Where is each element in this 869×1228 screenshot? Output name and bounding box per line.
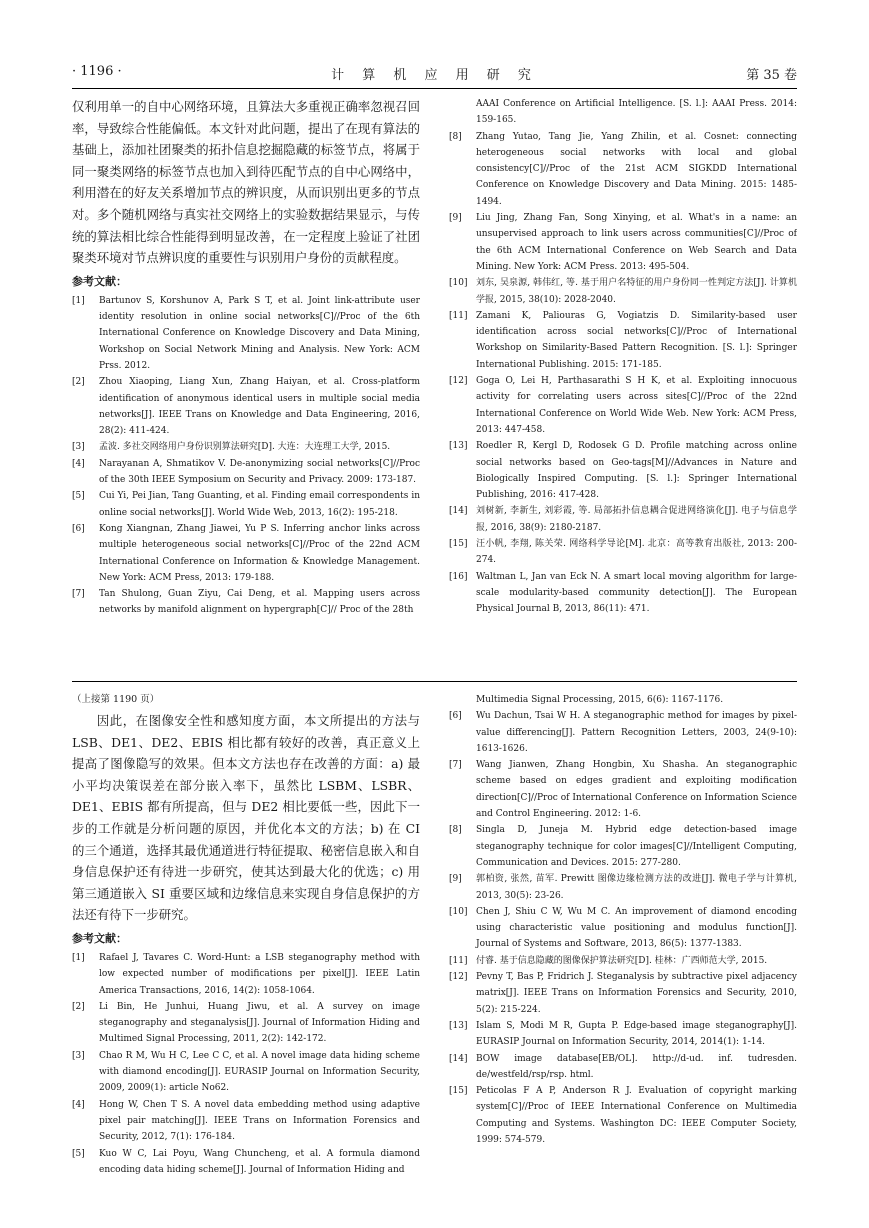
reference-text: Roedler R, Kergl D, Rodosek G D. Profile matching across online social networks based on Geo-tags[M]//Advances in Nature and Biologically Inspired Computing. [S. l.]: Springer International Publishing, 2016: 417-428. bbox=[476, 441, 797, 501]
reference-text: Wu Dachun, Tsai W H. A steganographic method for images by pixel-value differencing[J]. Pattern Recognition Letters, 2003, 24(9-10): 1613-1626. bbox=[476, 711, 797, 754]
reference-number: [14] bbox=[449, 1053, 468, 1064]
reference-number: [16] bbox=[449, 571, 468, 582]
top-references-heading: 参考文献： bbox=[72, 274, 127, 288]
reference-text: 汪小帆, 李翔, 陈关荣. 网络科学导论[M]. 北京：高等教育出版社, 2013: 200-274. bbox=[476, 539, 797, 566]
reference-text: Singla D, Juneja M. Hybrid edge detection-based image steganography technique for color images[C]//Intelligent Computing, Communication and Devices. 2015: 277-280. bbox=[476, 825, 797, 868]
reference-entry bbox=[72, 456, 420, 489]
reference-text: BOW image database[EB/OL]. http://d-ud. inf. tudresden. de/westfeld/rsp/rsp. html. bbox=[476, 1053, 797, 1080]
reference-number: [9] bbox=[449, 213, 462, 224]
bottom-conclusion-paragraph: 因此，在图像安全性和感知度方面，本文所提出的方法与 LSB、DE1、DE2、EBIS 相比都有较好的改善，真正意义上提高了图像隐写的效果。但本文方法也存在改善的方面：a) 最小平均决策误差在部分嵌入率下，虽然比 LSBM、LSBR、DE1、EBIS 都有所提高，但与 DE2 相比要低一些，因此下一步的工作就是分析问题的原因，并优化本文的方法；b) 在 CI 的三个通道，选择其最优通道进行特征提取、秘密信息嵌入和自身信息保护还有待进一步研究，使其达到最大化的优选；c) 用第三通道嵌入 SI 重要区域和边缘信息来实现自身信息保护的方法还有待下一步研究。 bbox=[72, 713, 420, 923]
bottom-references-right bbox=[449, 692, 797, 1148]
reference-entry bbox=[72, 999, 420, 1048]
reference-text: 刘东, 吴泉源, 韩伟红, 等. 基于用户名特征的用户身份同一性判定方法[J]. 计算机学报, 2015, 38(10): 2028-2040. bbox=[476, 278, 797, 305]
reference-text: Hong W, Chen T S. A novel data embedding method using adaptive pixel pair matching[J]. IEEE Trans on Information Forensics and Security, 2012, 7(1): 176-184. bbox=[99, 1099, 420, 1143]
reference-text: Kong Xiangnan, Zhang Jiawei, Yu P S. Inferring anchor links across multiple heterogeneous social networks[C]//Proc of the 22nd ACM International Conference on Information & Knowledge Management. New York: ACM Press, 2013: 179-188. bbox=[99, 523, 420, 583]
reference-text: AAAI Conference on Artificial Intelligence. [S. l.]: AAAI Press. 2014: 159-165. bbox=[476, 99, 797, 126]
reference-entry bbox=[72, 950, 420, 999]
reference-entry bbox=[449, 129, 797, 210]
bottom-references-heading: 参考文献： bbox=[72, 931, 127, 945]
reference-text: Peticolas F A P, Anderson R J. Evaluation of copyright marking system[C]//Proc of IEEE International Conference on Multimedia Computing and Systems. Washington DC: IEEE Computer Society, 1999: 574-579. bbox=[476, 1086, 797, 1146]
reference-number: [2] bbox=[72, 1001, 85, 1012]
reference-number: [11] bbox=[449, 955, 468, 966]
reference-text: Tan Shulong, Guan Ziyu, Cai Deng, et al. Mapping users across networks by manifold alignment on hypergraph[C]// Proc of the 28th bbox=[99, 589, 420, 616]
reference-text: Goga O, Lei H, Parthasarathi S H K, et al. Exploiting innocuous activity for correlating users across sites[C]//Proc of the 22nd International Conference on World Wide Web. New York: ACM Press, 2013: 447-458. bbox=[476, 376, 797, 435]
reference-number: [3] bbox=[72, 1050, 85, 1061]
reference-entry bbox=[449, 1018, 797, 1051]
top-left-column bbox=[72, 96, 420, 674]
reference-entry bbox=[72, 488, 420, 521]
reference-number: [11] bbox=[449, 310, 468, 321]
reference-number: [15] bbox=[449, 539, 468, 550]
reference-number: [9] bbox=[449, 874, 462, 885]
reference-number: [5] bbox=[72, 1148, 85, 1159]
reference-text: Chen J, Shiu C W, Wu M C. An improvement of diamond encoding using characteristic value positioning and modulus function[J]. Journal of Systems and Software, 2013, 86(5): 1377-1383. bbox=[476, 906, 797, 950]
top-conclusion-paragraph: 仅利用单一的自中心网络环境，且算法大多重视正确率忽视召回率，导致综合性能偏低。本文针对此问题，提出了在现有算法的基础上，添加社团聚类的拓扑信息挖掘隐藏的标签节点，将属于同一聚类网络的标签节点也加入到待匹配节点的自中心网络中，利用潜在的好友关系增加节点的辨识度，从而识别出更多的节点对。多个随机网络与真实社交网络上的实验数据结果显示，与传统的算法相比综合性能得到明显改善，在一定程度上验证了社团聚类环境对节点辨识度的重要性与识别用户身份的贡献程度。 bbox=[72, 99, 420, 266]
reference-number bbox=[449, 692, 476, 708]
reference-entry bbox=[449, 210, 797, 275]
reference-entry bbox=[449, 692, 797, 708]
reference-text: Rafael J, Tavares C. Word-Hunt: a LSB steganography method with low expected number of modifications per pixel[J]. IEEE Latin America Transactions, 2016, 14(2): 1058-1064. bbox=[99, 952, 420, 996]
reference-entry bbox=[449, 1083, 797, 1148]
reference-text: 付睿. 基于信息隐藏的图像保护算法研究[D]. 桂林：广西师范大学, 2015. bbox=[476, 955, 768, 966]
reference-text: Wang Jianwen, Zhang Hongbin, Xu Shasha. An steganographic scheme based on edges gradient and exploiting modification direction[C]//Proc of International Conference on Information Science and Control Engineering. 2012: 1-6. bbox=[476, 760, 797, 820]
volume-label: 第 35 卷 bbox=[746, 68, 797, 83]
top-references-left bbox=[72, 293, 420, 619]
reference-entry bbox=[72, 439, 420, 455]
reference-entry bbox=[449, 536, 797, 569]
reference-number: [6] bbox=[72, 523, 85, 534]
reference-number: [5] bbox=[72, 491, 85, 502]
reference-entry bbox=[72, 1097, 420, 1146]
reference-number: [6] bbox=[449, 711, 462, 722]
reference-entry bbox=[449, 953, 797, 969]
reference-entry bbox=[72, 1146, 420, 1179]
reference-text: Zamani K, Paliouras G, Vogiatzis D. Similarity-based user identification across social networks[C]//Proc of International Workshop on Similarity-Based Pattern Recognition. [S. l.]: Springer International Publishing. 2015: 171-185. bbox=[476, 310, 797, 370]
reference-text: Liu Jing, Zhang Fan, Song Xinying, et al. What's in a name: an unsupervised approach to link users across communities[C]//Proc of the 6th ACM International Conference on Web Search and Data Mining. New York: ACM Press. 2013: 495-504. bbox=[476, 213, 797, 272]
reference-number: [13] bbox=[449, 441, 468, 452]
reference-number: [1] bbox=[72, 295, 85, 306]
bottom-left-column bbox=[72, 692, 420, 1192]
reference-entry bbox=[449, 569, 797, 618]
reference-text: Narayanan A, Shmatikov V. De-anonymizing social networks[C]//Proc of the 30th IEEE Symposium on Security and Privacy. 2009: 173-187. bbox=[99, 458, 420, 486]
reference-number: [7] bbox=[449, 760, 462, 771]
header-rule bbox=[72, 88, 797, 89]
reference-entry bbox=[449, 438, 797, 503]
reference-text: Zhang Yutao, Tang Jie, Yang Zhilin, et al. Cosnet: connecting heterogeneous social networks with local and global consistency[C]//Proc of the 21st ACM SIGKDD International Conference on Knowledge Discovery and Data Mining. 2015: 1485-1494. bbox=[476, 131, 797, 207]
top-references-right bbox=[449, 96, 797, 618]
reference-number bbox=[449, 96, 476, 129]
reference-entry bbox=[449, 904, 797, 953]
reference-entry bbox=[72, 293, 420, 374]
reference-number: [3] bbox=[72, 442, 85, 453]
reference-entry bbox=[449, 708, 797, 757]
page-number: · 1196 · bbox=[72, 64, 122, 79]
reference-entry bbox=[449, 969, 797, 1018]
reference-text: Li Bin, He Junhui, Huang Jiwu, et al. A survey on image steganography and steganalysis[J]. Journal of Information Hiding and Multimed Signal Processing, 2011, 2(2): 142-172. bbox=[99, 1001, 420, 1045]
reference-text: Multimedia Signal Processing, 2015, 6(6): 1167-1176. bbox=[476, 695, 724, 705]
reference-number: [14] bbox=[449, 506, 468, 517]
reference-number: [10] bbox=[449, 906, 468, 917]
reference-number: [4] bbox=[72, 1099, 85, 1110]
reference-entry bbox=[72, 521, 420, 586]
reference-entry bbox=[449, 373, 797, 438]
reference-number: [7] bbox=[72, 589, 85, 600]
reference-entry bbox=[449, 275, 797, 308]
reference-number: [8] bbox=[449, 825, 462, 836]
reference-number: [12] bbox=[449, 972, 468, 983]
reference-number: [4] bbox=[72, 458, 85, 469]
reference-text: Zhou Xiaoping, Liang Xun, Zhang Haiyan, et al. Cross-platform identification of anonymous identical users in multiple social media networks[J]. IEEE Trans on Knowledge and Data Engineering, 2016, 28(2): 411-424. bbox=[99, 377, 420, 437]
reference-entry bbox=[72, 374, 420, 439]
reference-entry bbox=[72, 1048, 420, 1097]
journal-title: 计 算 机 应 用 研 究 bbox=[331, 68, 538, 83]
reference-entry bbox=[449, 503, 797, 536]
reference-text: Pevny T, Bas P, Fridrich J. Steganalysis by subtractive pixel adjacency matrix[J]. IEEE Trans on Information Forensics and Security, 2010, 5(2): 215-224. bbox=[476, 972, 797, 1015]
reference-entry bbox=[449, 822, 797, 871]
reference-entry bbox=[449, 1051, 797, 1084]
reference-number: [1] bbox=[72, 952, 85, 963]
bottom-references-left bbox=[72, 950, 420, 1178]
reference-text: Chao R M, Wu H C, Lee C C, et al. A novel image data hiding scheme with diamond encoding[J]. EURASIP Journal on Information Security, 2009, 2009(1): article No62. bbox=[99, 1050, 420, 1094]
reference-text: 孟波. 多社交网络用户身份识别算法研究[D]. 大连：大连理工大学, 2015. bbox=[99, 442, 391, 453]
reference-number: [12] bbox=[449, 376, 468, 387]
reference-number: [13] bbox=[449, 1020, 468, 1031]
reference-number: [8] bbox=[449, 131, 462, 142]
reference-text: 郭柏资, 张然, 苗军. Prewitt 图像边缘检测方法的改进[J]. 微电子学与计算机, 2013, 30(5): 23-26. bbox=[476, 874, 797, 901]
reference-number: [10] bbox=[449, 278, 468, 289]
reference-entry bbox=[449, 757, 797, 822]
bottom-right-column bbox=[449, 692, 797, 1192]
top-right-column bbox=[449, 96, 797, 674]
reference-text: Bartunov S, Korshunov A, Park S T, et al. Joint link-attribute user identity resolution in online social networks[C]//Proc of the 6th International Conference on Knowledge Discovery and Data Mining, Workshop on Social Network Mining and Analysis. New York: ACM Prss. 2012. bbox=[99, 295, 420, 371]
reference-entry bbox=[449, 96, 797, 129]
reference-entry bbox=[72, 586, 420, 619]
running-header bbox=[72, 64, 797, 84]
reference-text: 刘树新, 李新生, 刘彩霞, 等. 局部拓扑信息耦合促进网络演化[J]. 电子与信息学报, 2016, 38(9): 2180-2187. bbox=[476, 506, 797, 533]
reference-entry bbox=[449, 308, 797, 373]
reference-number: [15] bbox=[449, 1086, 468, 1097]
reference-number: [2] bbox=[72, 377, 85, 388]
reference-text: Waltman L, Jan van Eck N. A smart local moving algorithm for large-scale modularity-based community detection[J]. The European Physical Journal B, 2013, 86(11): 471. bbox=[476, 571, 797, 615]
reference-text: Kuo W C, Lai Poyu, Wang Chuncheng, et al. A formula diamond encoding data hiding scheme[J]. Journal of Information Hiding and bbox=[99, 1148, 420, 1175]
section-divider bbox=[72, 681, 797, 682]
reference-entry bbox=[449, 871, 797, 904]
continued-note: （上接第 1190 页） bbox=[72, 694, 160, 705]
reference-text: Cui Yi, Pei Jian, Tang Guanting, et al. Finding email correspondents in online social networks[J]. World Wide Web, 2013, 16(2): 195-218. bbox=[99, 491, 420, 518]
reference-text: Islam S, Modi M R, Gupta P. Edge-based image steganography[J]. EURASIP Journal on Information Security, 2014, 2014(1): 1-14. bbox=[476, 1020, 797, 1048]
